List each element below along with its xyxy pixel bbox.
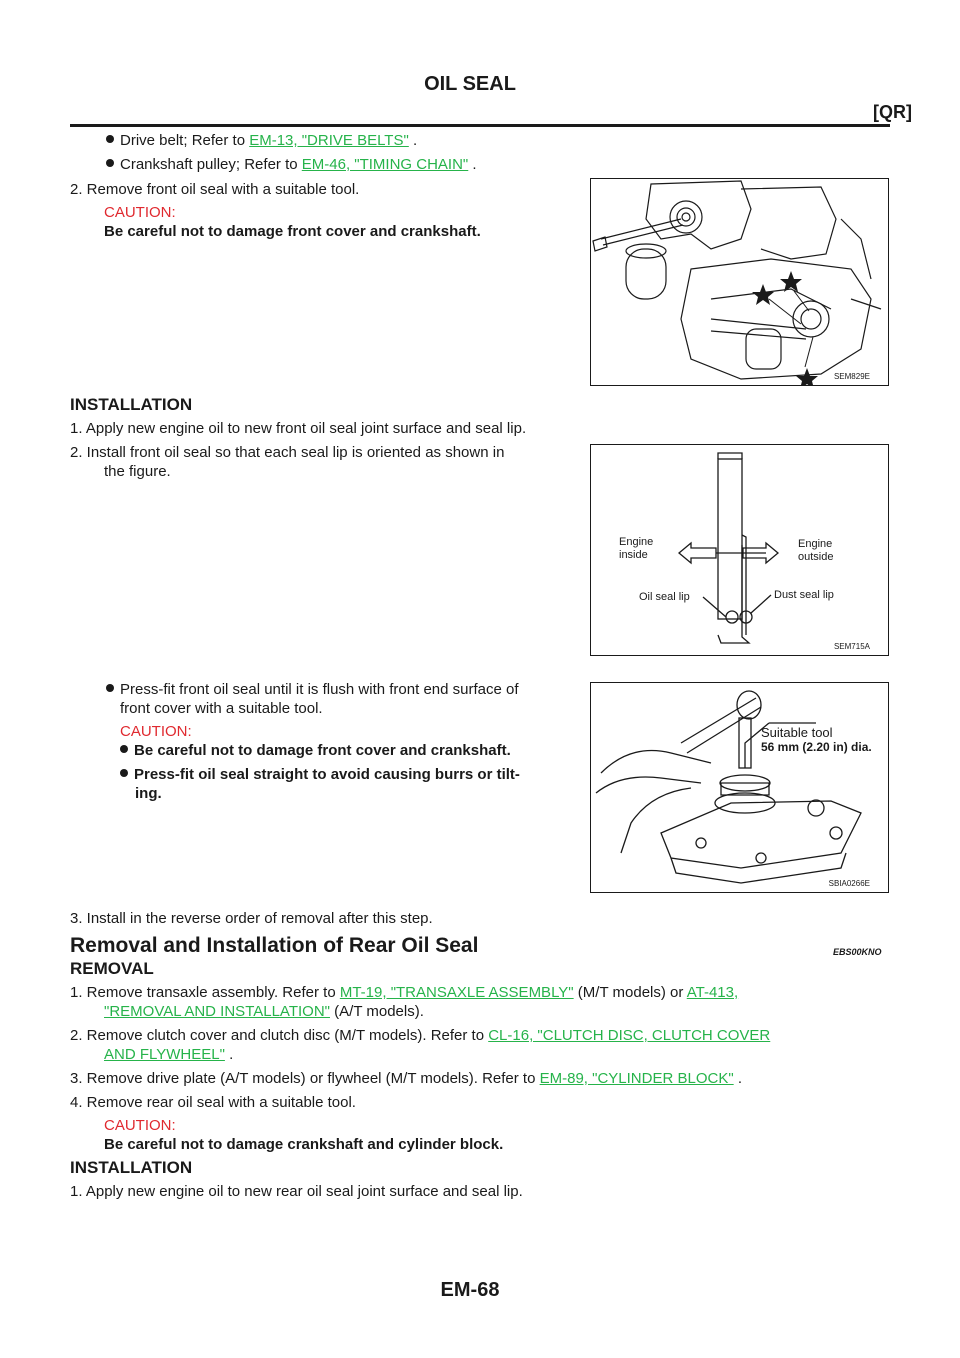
engine-code: [QR]: [873, 102, 912, 122]
step-text: 1. Apply new engine oil to new rear oil seal joint surface and seal lip.: [70, 1183, 523, 1200]
label-oil-seal-lip: Oil seal lip: [639, 591, 690, 603]
caution-label: CAUTION:: [104, 1117, 176, 1134]
caution-text: Be careful not to damage front cover and crankshaft.: [104, 223, 481, 240]
step-text-part: (A/T models).: [329, 1003, 424, 1020]
bullet-icon: [106, 684, 114, 692]
section-heading: REMOVAL: [70, 959, 154, 978]
step-text-part: .: [224, 1046, 234, 1063]
label-suitable-tool: Suitable tool: [761, 725, 833, 740]
section-heading: INSTALLATION: [70, 1158, 193, 1177]
link-timing-chain[interactable]: EM-46, "TIMING CHAIN": [301, 156, 469, 173]
caution-item: [120, 765, 520, 784]
link-cylinder-block[interactable]: EM-89, "CYLINDER BLOCK": [539, 1070, 734, 1087]
section-heading: INSTALLATION: [70, 395, 193, 414]
step-text: [70, 1026, 770, 1045]
link-clutch-disc[interactable]: CL-16, "CLUTCH DISC, CLUTCH COVER: [488, 1027, 771, 1044]
bullet-text-continued: front cover with a suitable tool.: [120, 700, 323, 717]
link-flywheel[interactable]: AND FLYWHEEL": [104, 1046, 225, 1063]
page-number: EM-68: [440, 1279, 500, 1301]
label-tool-diameter: 56 mm (2.20 in) dia.: [761, 740, 872, 754]
label-line: Engine: [798, 538, 833, 550]
bullet-icon: [106, 159, 114, 167]
figure-front-seal-removal: [590, 178, 889, 386]
link-removal-installation[interactable]: "REMOVAL AND INSTALLATION": [104, 1003, 330, 1020]
list-item: [106, 680, 519, 699]
step-text-part: 3. Remove drive plate (A/T models) or flywheel (M/T models). Refer to: [70, 1070, 540, 1087]
caution-label: CAUTION:: [104, 204, 176, 221]
figure-id: SBIA0266E: [828, 879, 870, 888]
bullet-end: .: [408, 132, 418, 149]
step-text: 3. Install in the reverse order of removal after this step.: [70, 910, 433, 927]
press-fit-illustration: [591, 683, 888, 892]
step-text-part: 2. Remove clutch cover and clutch disc (M/T models). Refer to: [70, 1027, 489, 1044]
caution-text: Press-fit oil seal straight to avoid causing burrs or tilt-: [134, 766, 520, 783]
header-rule: [70, 124, 890, 127]
caution-text: Be careful not to damage crankshaft and cylinder block.: [104, 1136, 504, 1153]
step-text: 2. Remove front oil seal with a suitable tool.: [70, 181, 360, 198]
figure-seal-lip-orientation: [590, 444, 889, 656]
caution-text-continued: ing.: [135, 785, 162, 802]
bullet-icon: [120, 769, 128, 777]
figure-id: SEM715A: [833, 642, 870, 651]
caution-text: Be careful not to damage front cover and crankshaft.: [134, 742, 511, 759]
bullet-end: .: [468, 156, 477, 173]
section-title: Removal and Installation of Rear Oil Seal: [70, 934, 479, 957]
bullet-icon: [106, 135, 114, 143]
list-item: [106, 155, 477, 174]
step-text-part: 1. Remove transaxle assembly. Refer to: [70, 984, 340, 1001]
list-item: [106, 131, 417, 150]
link-transaxle-assembly[interactable]: MT-19, "TRANSAXLE ASSEMBLY": [339, 984, 574, 1001]
label-line: outside: [798, 551, 834, 563]
bullet-text: Crankshaft pulley; Refer to: [120, 156, 302, 173]
step-text: [70, 983, 738, 1002]
bullet-text: Drive belt; Refer to: [120, 132, 250, 149]
link-drive-belts[interactable]: EM-13, "DRIVE BELTS": [249, 132, 409, 149]
bullet-icon: [120, 745, 128, 753]
step-text: 1. Apply new engine oil to new front oil seal joint surface and seal lip.: [70, 420, 527, 437]
label-line: Engine: [619, 536, 654, 548]
step-text: 4. Remove rear oil seal with a suitable tool.: [70, 1094, 356, 1111]
page-title: OIL SEAL: [424, 73, 516, 95]
bullet-text: Press-fit front oil seal until it is flush with front end surface of: [120, 681, 519, 698]
figure-id: SEM829E: [833, 372, 870, 381]
step-text-continued: [104, 1002, 424, 1021]
label-engine-inside: [619, 536, 653, 562]
step-text: the figure.: [104, 463, 171, 480]
step-text: [70, 1069, 742, 1088]
doc-id: EBS00KNO: [833, 947, 882, 957]
figure-seal-press-fit: [590, 682, 889, 893]
engine-illustration: [591, 179, 888, 385]
caution-item: [120, 741, 511, 760]
link-at-413[interactable]: AT-413,: [686, 984, 739, 1001]
step-text: 2. Install front oil seal so that each seal lip is oriented as shown in: [70, 444, 505, 461]
step-text-part: .: [733, 1070, 742, 1087]
label-dust-seal-lip: Dust seal lip: [774, 589, 834, 601]
step-text-part: (M/T models) or: [573, 984, 687, 1001]
label-engine-outside: [798, 538, 833, 564]
step-text-continued: [104, 1045, 233, 1064]
label-line: inside: [619, 549, 648, 561]
caution-label: CAUTION:: [120, 723, 192, 740]
